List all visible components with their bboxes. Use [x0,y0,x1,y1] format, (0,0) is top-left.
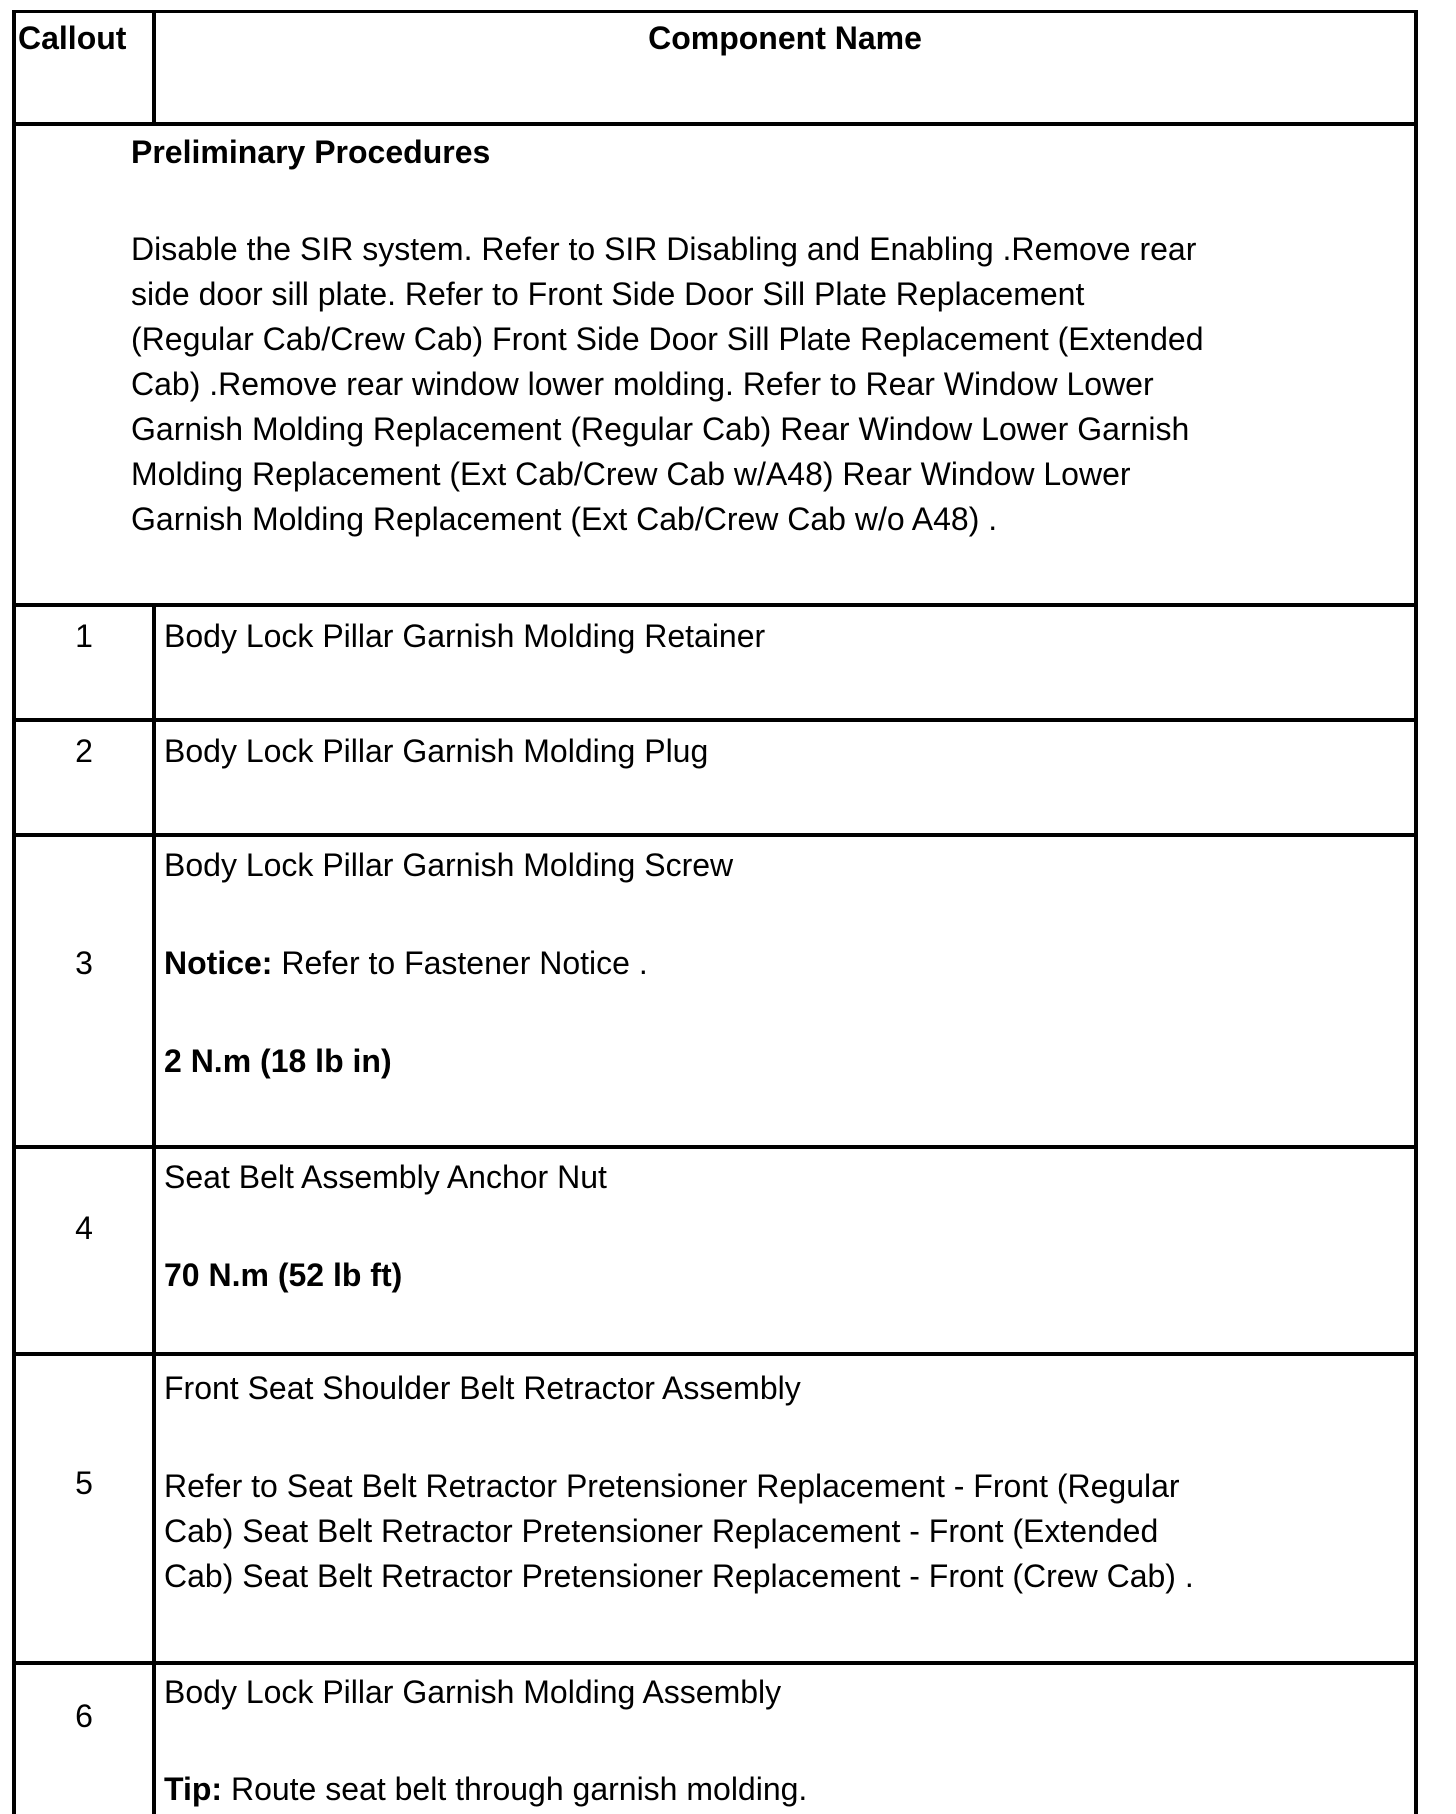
tip-line [164,1767,807,1812]
row-divider [12,833,1418,837]
preliminary-line: Cab) .Remove rear window lower molding. Refer to Rear Window Lower [131,366,1154,402]
callout-number: 4 [75,1210,93,1246]
row-divider [12,718,1418,722]
preliminary-line: side door sill plate. Refer to Front Side Door Sill Plate Replacement [131,276,1085,312]
notice-label: Notice: [164,945,273,981]
callout-number: 6 [75,1698,93,1734]
row-divider [12,603,1418,607]
preliminary-line: Disable the SIR system. Refer to SIR Disabling and Enabling .Remove rear [131,231,1197,267]
preliminary-heading: Preliminary Procedures [131,134,491,170]
header-callout: Callout [18,20,127,56]
preliminary-line: Garnish Molding Replacement (Ext Cab/Crew Cab w/o A48) . [131,501,998,537]
torque-spec: 70 N.m (52 lb ft) [164,1257,403,1293]
tip-label: Tip: [164,1771,223,1807]
notice-text: Refer to Fastener Notice . [272,945,648,981]
column-divider [152,604,156,1814]
callout-number: 2 [75,733,93,769]
preliminary-line: (Regular Cab/Crew Cab) Front Side Door Sill Plate Replacement (Extended [131,321,1204,357]
table-border-right [1414,10,1418,1814]
component-name: Body Lock Pillar Garnish Molding Plug [164,733,709,769]
component-name: Body Lock Pillar Garnish Molding Screw [164,847,734,883]
reference-line: Cab) Seat Belt Retractor Pretensioner Replacement - Front (Crew Cab) . [164,1558,1194,1594]
preliminary-text [131,227,1203,542]
header-component-name: Component Name [648,20,922,56]
row-divider [12,122,1418,126]
row-divider [12,1145,1418,1149]
notice-line [164,941,648,986]
preliminary-line: Molding Replacement (Ext Cab/Crew Cab w/A48) Rear Window Lower [131,456,1131,492]
callout-number: 5 [75,1465,93,1501]
component-name: Front Seat Shoulder Belt Retractor Assembly [164,1370,801,1406]
reference-line: Cab) Seat Belt Retractor Pretensioner Replacement - Front (Extended [164,1513,1159,1549]
table-border-left [12,10,16,1814]
reference-text [164,1464,1194,1599]
tip-text: Route seat belt through garnish molding. [222,1771,808,1807]
reference-line: Refer to Seat Belt Retractor Pretensioner Replacement - Front (Regular [164,1468,1180,1504]
table-border-top [12,10,1418,13]
preliminary-line: Garnish Molding Replacement (Regular Cab) Rear Window Lower Garnish [131,411,1190,447]
row-divider [12,1352,1418,1356]
callout-number: 3 [75,945,93,981]
callout-number: 1 [75,618,93,654]
row-divider [12,1661,1418,1665]
torque-spec: 2 N.m (18 lb in) [164,1043,392,1079]
component-name: Seat Belt Assembly Anchor Nut [164,1159,607,1195]
component-name: Body Lock Pillar Garnish Molding Assembly [164,1674,782,1710]
component-name: Body Lock Pillar Garnish Molding Retainer [164,618,766,654]
